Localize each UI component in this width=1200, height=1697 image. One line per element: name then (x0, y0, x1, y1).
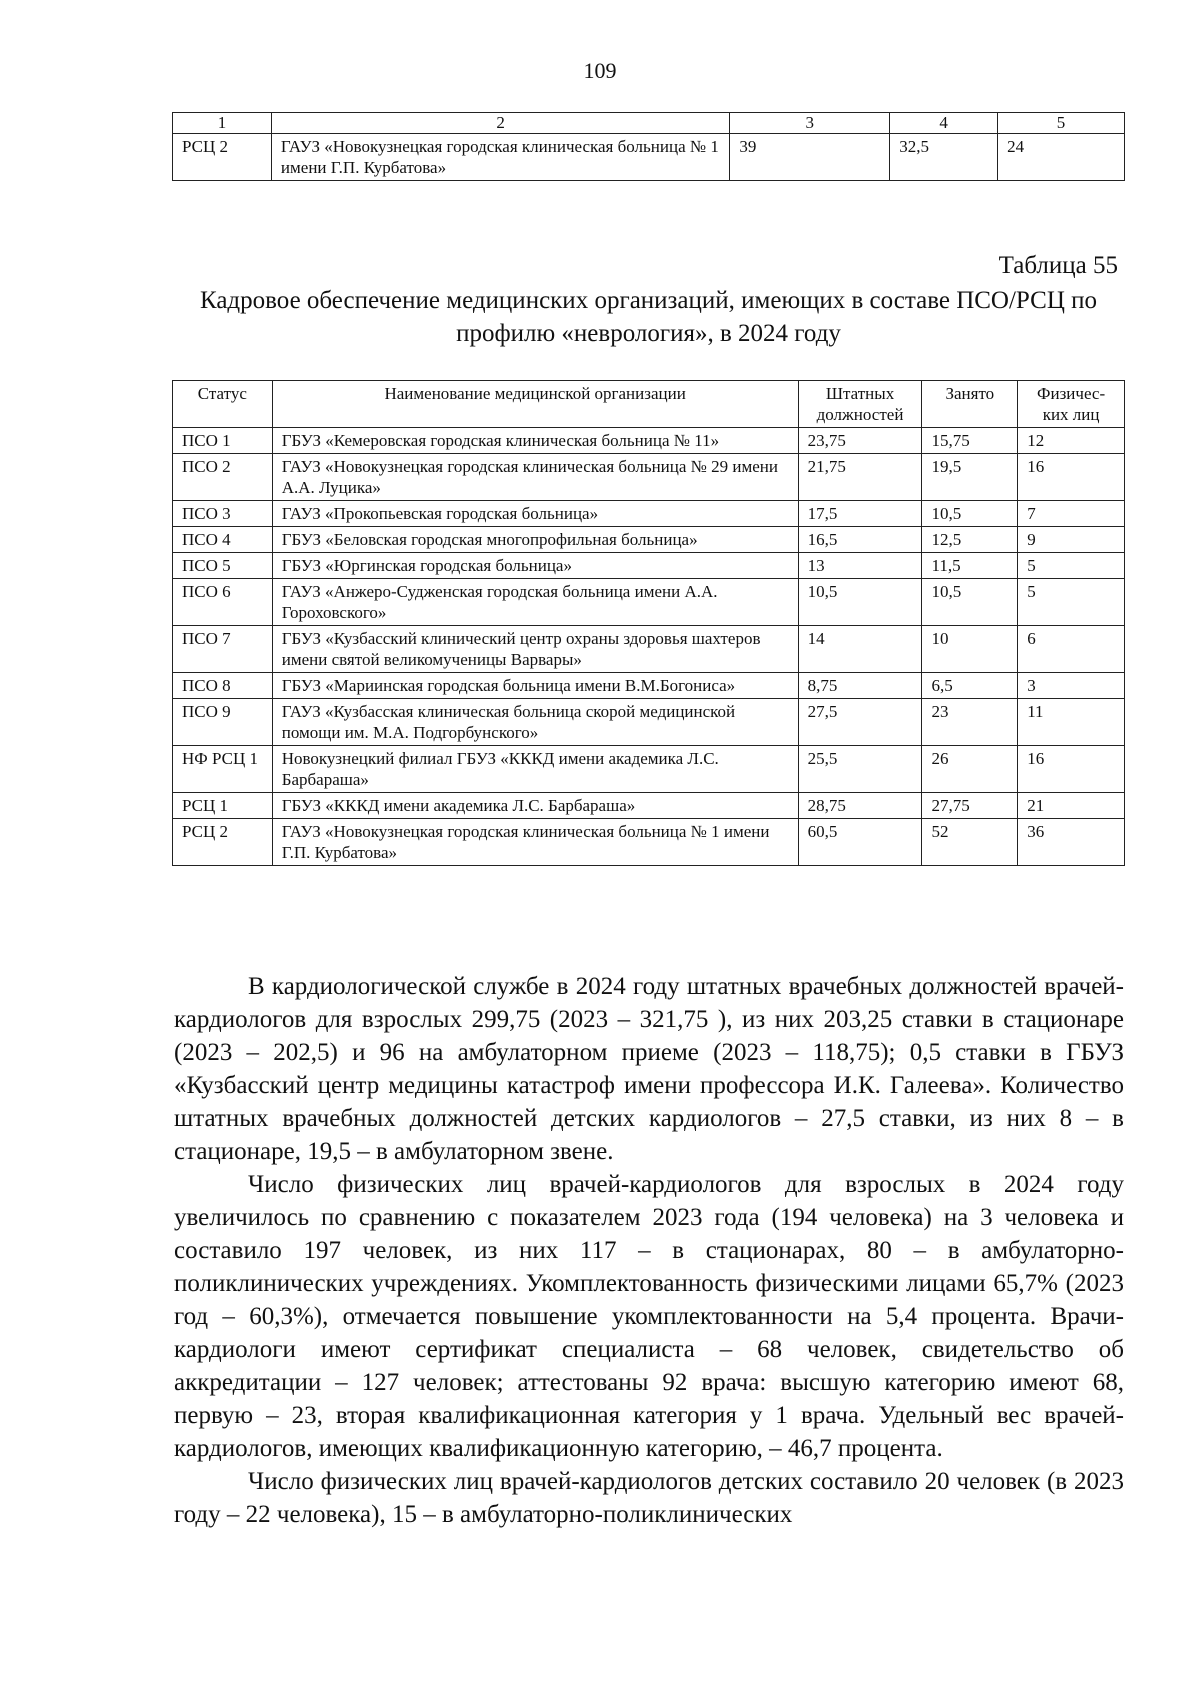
status-cell: РСЦ 2 (173, 819, 273, 866)
individuals-cell: 6 (1018, 626, 1125, 673)
column-number-row (173, 113, 1125, 134)
staff-positions-cell: 39 (730, 134, 890, 181)
staff-positions-cell: 16,5 (798, 527, 922, 553)
staff-positions-cell: 28,75 (798, 793, 922, 819)
individuals-cell: 9 (1018, 527, 1125, 553)
staffing-table (172, 380, 1125, 866)
page-number: 109 (583, 58, 617, 83)
occupied-cell: 11,5 (922, 553, 1018, 579)
organization-cell: ГАУЗ «Новокузнецкая городская клиническая больница № 1 имени Г.П. Курбатова» (272, 819, 798, 866)
staff-positions-cell: 21,75 (798, 454, 922, 501)
staff-positions-cell: 23,75 (798, 428, 922, 454)
table-row (173, 579, 1125, 626)
individuals-cell: 7 (1018, 501, 1125, 527)
table-row (173, 819, 1125, 866)
occupied-cell: 10,5 (922, 501, 1018, 527)
individuals-cell: 12 (1018, 428, 1125, 454)
individuals-cell: 21 (1018, 793, 1125, 819)
header-organization: Наименование медицинской организации (272, 381, 798, 428)
column-number: 3 (730, 113, 890, 134)
occupied-cell: 26 (922, 746, 1018, 793)
status-cell: РСЦ 2 (173, 134, 272, 181)
individuals-cell: 24 (998, 134, 1125, 181)
staff-positions-cell: 14 (798, 626, 922, 673)
staff-positions-cell: 13 (798, 553, 922, 579)
individuals-cell: 5 (1018, 579, 1125, 626)
organization-cell: ГАУЗ «Анжеро-Судженская городская больница имени А.А. Гороховского» (272, 579, 798, 626)
organization-cell: ГБУЗ «Кузбасский клинический центр охраны здоровья шахтеров имени святой великомученицы Варвары» (272, 626, 798, 673)
organization-cell: ГБУЗ «КККД имени академика Л.С. Барбараша» (272, 793, 798, 819)
header-staff-positions: Штатных должностей (798, 381, 922, 428)
table-row (173, 134, 1125, 181)
status-cell: ПСО 8 (173, 673, 273, 699)
occupied-cell: 6,5 (922, 673, 1018, 699)
occupied-cell: 23 (922, 699, 1018, 746)
status-cell: ПСО 5 (173, 553, 273, 579)
status-cell: ПСО 1 (173, 428, 273, 454)
table-row (173, 746, 1125, 793)
staff-positions-cell: 27,5 (798, 699, 922, 746)
individuals-cell: 5 (1018, 553, 1125, 579)
table-title: Кадровое обеспечение медицинских организаций, имеющих в составе ПСО/РСЦ по профилю «неврология», в 2024 году (199, 287, 1098, 347)
status-cell: РСЦ 1 (173, 793, 273, 819)
occupied-cell: 12,5 (922, 527, 1018, 553)
header-individuals: Физичес-ких лиц (1018, 381, 1125, 428)
organization-cell: ГБУЗ «Беловская городская многопрофильная больница» (272, 527, 798, 553)
occupied-cell: 10,5 (922, 579, 1018, 626)
staff-positions-cell: 10,5 (798, 579, 922, 626)
table-row (173, 428, 1125, 454)
individuals-cell: 36 (1018, 819, 1125, 866)
occupied-cell: 15,75 (922, 428, 1018, 454)
organization-cell: ГАУЗ «Кузбасская клиническая больница скорой медицинской помощи им. М.А. Подгорбунского» (272, 699, 798, 746)
table-header-row (173, 381, 1125, 428)
individuals-cell: 11 (1018, 699, 1125, 746)
status-cell: НФ РСЦ 1 (173, 746, 273, 793)
individuals-cell: 3 (1018, 673, 1125, 699)
occupied-cell: 19,5 (922, 454, 1018, 501)
table-row (173, 553, 1125, 579)
column-number: 1 (173, 113, 272, 134)
organization-cell: ГБУЗ «Юргинская городская больница» (272, 553, 798, 579)
header-occupied: Занято (922, 381, 1018, 428)
staff-positions-cell: 8,75 (798, 673, 922, 699)
occupied-cell: 52 (922, 819, 1018, 866)
staff-positions-cell: 60,5 (798, 819, 922, 866)
status-cell: ПСО 9 (173, 699, 273, 746)
table-row (173, 699, 1125, 746)
paragraph: Число физических лиц врачей-кардиологов детских составило 20 человек (в 2023 году – 22 человека), 15 – в амбулаторно-поликлинических (174, 1468, 1124, 1528)
individuals-cell: 16 (1018, 746, 1125, 793)
organization-cell: ГБУЗ «Мариинская городская больница имени В.М.Богониса» (272, 673, 798, 699)
paragraph: Число физических лиц врачей-кардиологов для взрослых в 2024 году увеличилось по сравнению с показателем 2023 года (194 человека) на 3 человека и составило 197 человек, из них 117 – в стационарах, 80 – в амбулаторно-поликлинических учреждениях. Укомплектованность физическими лицами 65,7% (2023 год – 60,3%), отмечается повышение укомплектованности на 5,4 процента. Врачи-кардиологи имеют сертификат специалиста – 68 человек, свидетельство об аккредитации – 127 человек; аттестованы 92 врача: высшую категорию имеют 68, первую – 23, вторая квалификационная категория у 1 врача. Удельный вес врачей-кардиологов, имеющих квалификационную категорию, – 46,7 процента. (174, 1171, 1124, 1462)
organization-cell: ГАУЗ «Прокопьевская городская больница» (272, 501, 798, 527)
status-cell: ПСО 6 (173, 579, 273, 626)
organization-cell: ГБУЗ «Кемеровская городская клиническая больница № 11» (272, 428, 798, 454)
organization-cell: ГАУЗ «Новокузнецкая городская клиническая больница № 1 имени Г.П. Курбатова» (271, 134, 729, 181)
table-row (173, 626, 1125, 673)
continued-table (172, 112, 1125, 181)
occupied-cell: 10 (922, 626, 1018, 673)
body-text (174, 970, 1124, 1531)
table-row (173, 501, 1125, 527)
table-caption: Таблица 55 (998, 252, 1118, 279)
table-row (173, 454, 1125, 501)
column-number: 5 (998, 113, 1125, 134)
paragraph: В кардиологической службе в 2024 году штатных врачебных должностей врачей-кардиологов для взрослых 299,75 (2023 – 321,75 ), из них 203,25 ставки в стационаре (2023 – 202,5) и 96 на амбулаторном приеме (2023 – 118,75); 0,5 ставки в ГБУЗ «Кузбасский центр медицины катастроф имени профессора И.К. Галеева». Количество штатных врачебных должностей детских кардиологов – 27,5 ставки, из них 8 – в стационаре, 19,5 – в амбулаторном звене. (174, 973, 1124, 1165)
column-number: 2 (271, 113, 729, 134)
table-row (173, 673, 1125, 699)
staff-positions-cell: 17,5 (798, 501, 922, 527)
organization-cell: ГАУЗ «Новокузнецкая городская клиническая больница № 29 имени А.А. Луцика» (272, 454, 798, 501)
status-cell: ПСО 4 (173, 527, 273, 553)
staff-positions-cell: 25,5 (798, 746, 922, 793)
status-cell: ПСО 3 (173, 501, 273, 527)
header-status: Статус (173, 381, 273, 428)
table-row (173, 793, 1125, 819)
column-number: 4 (890, 113, 998, 134)
status-cell: ПСО 2 (173, 454, 273, 501)
individuals-cell: 16 (1018, 454, 1125, 501)
organization-cell: Новокузнецкий филиал ГБУЗ «КККД имени академика Л.С. Барбараша» (272, 746, 798, 793)
table-row (173, 527, 1125, 553)
occupied-cell: 32,5 (890, 134, 998, 181)
status-cell: ПСО 7 (173, 626, 273, 673)
occupied-cell: 27,75 (922, 793, 1018, 819)
